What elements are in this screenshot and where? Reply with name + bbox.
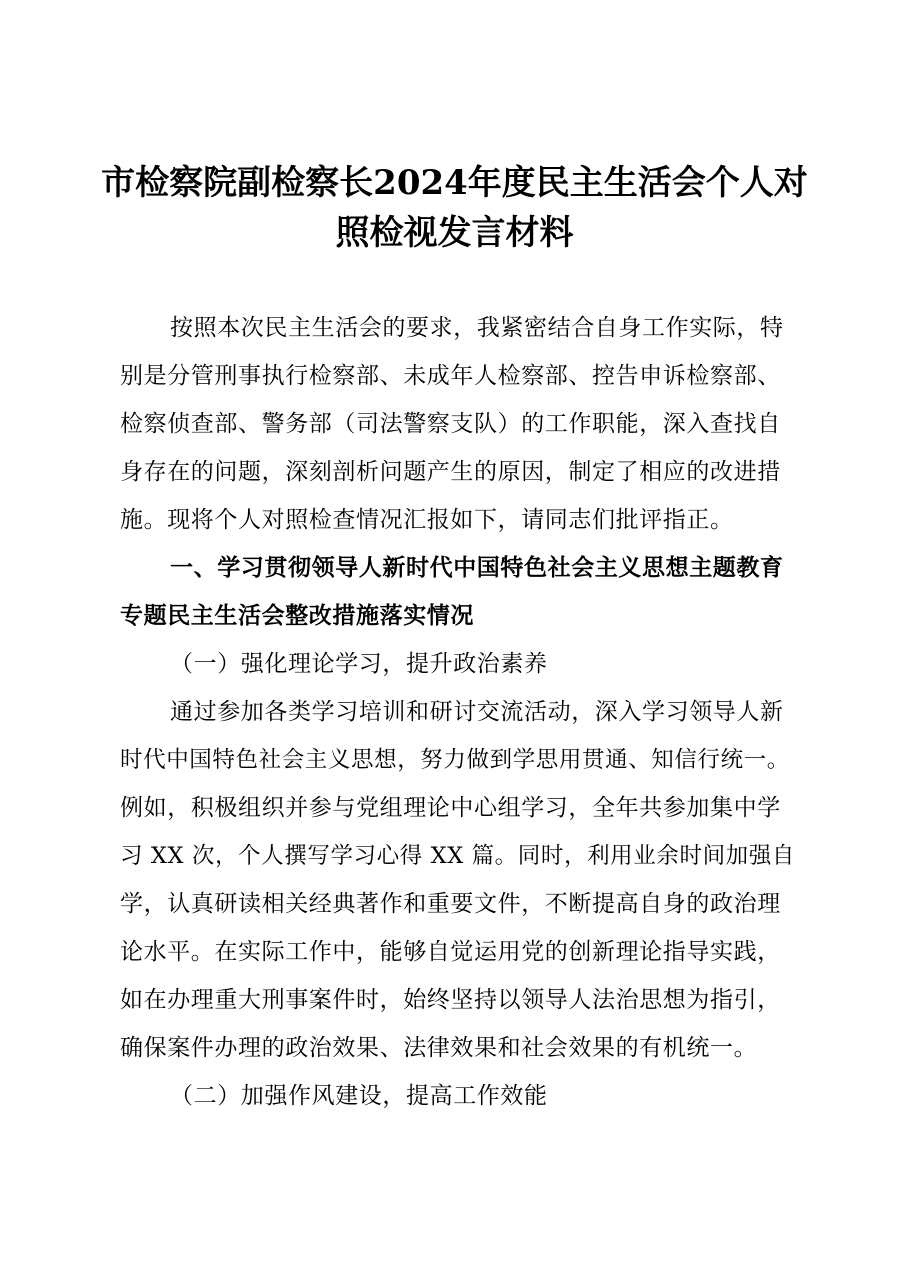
document-body bbox=[120, 304, 800, 1120]
title-line: 市检察院副检察长2024年度民主生活会个人对 bbox=[101, 163, 808, 203]
intro-paragraph bbox=[120, 304, 800, 544]
subsection-heading: （一）强化理论学习，提升政治素养 bbox=[170, 651, 548, 677]
paragraph-line: 论水平。在实际工作中，能够自觉运用党的创新理论指导实践， bbox=[120, 939, 781, 965]
paragraph-line: 习 XX 次，个人撰写学习心得 XX 篇。同时，利用业余时间加强自 bbox=[120, 843, 795, 869]
subsection-heading: （二）加强作风建设，提高工作效能 bbox=[170, 1083, 548, 1109]
paragraph-line: 通过参加各类学习培训和研讨交流活动，深入学习领导人新 bbox=[170, 699, 784, 725]
paragraph-line: 学，认真研读相关经典著作和重要文件，不断提高自身的政治理 bbox=[120, 891, 781, 917]
subsection-paragraph bbox=[120, 688, 800, 1072]
paragraph-line: 确保案件办理的政治效果、法律效果和社会效果的有机统一。 bbox=[120, 1035, 758, 1061]
paragraph-line: 施。现将个人对照检查情况汇报如下，请同志们批评指正。 bbox=[120, 507, 734, 533]
section-heading-line: 一、学习贯彻领导人新时代中国特色社会主义思想主题教育 bbox=[170, 555, 784, 581]
paragraph-line: 时代中国特色社会主义思想，努力做到学思用贯通、知信行统一。 bbox=[120, 747, 790, 773]
paragraph-line: 按照本次民主生活会的要求，我紧密结合自身工作实际，特 bbox=[170, 315, 784, 341]
paragraph-line: 别是分管刑事执行检察部、未成年人检察部、控告申诉检察部、 bbox=[120, 363, 781, 389]
title-line: 照检视发言材料 bbox=[335, 213, 574, 253]
document-title bbox=[100, 158, 809, 258]
paragraph-line: 检察侦查部、警务部（司法警察支队）的工作职能，深入查找自 bbox=[120, 411, 781, 437]
section-heading bbox=[120, 544, 800, 640]
paragraph-line: 如在办理重大刑事案件时，始终坚持以领导人法治思想为指引， bbox=[120, 987, 781, 1013]
paragraph-line: 例如，积极组织并参与党组理论中心组学习，全年共参加集中学 bbox=[120, 795, 781, 821]
paragraph-line: 身存在的问题，深刻剖析问题产生的原因，制定了相应的改进措 bbox=[120, 459, 781, 485]
section-heading-line: 专题民主生活会整改措施落实情况 bbox=[120, 603, 474, 629]
